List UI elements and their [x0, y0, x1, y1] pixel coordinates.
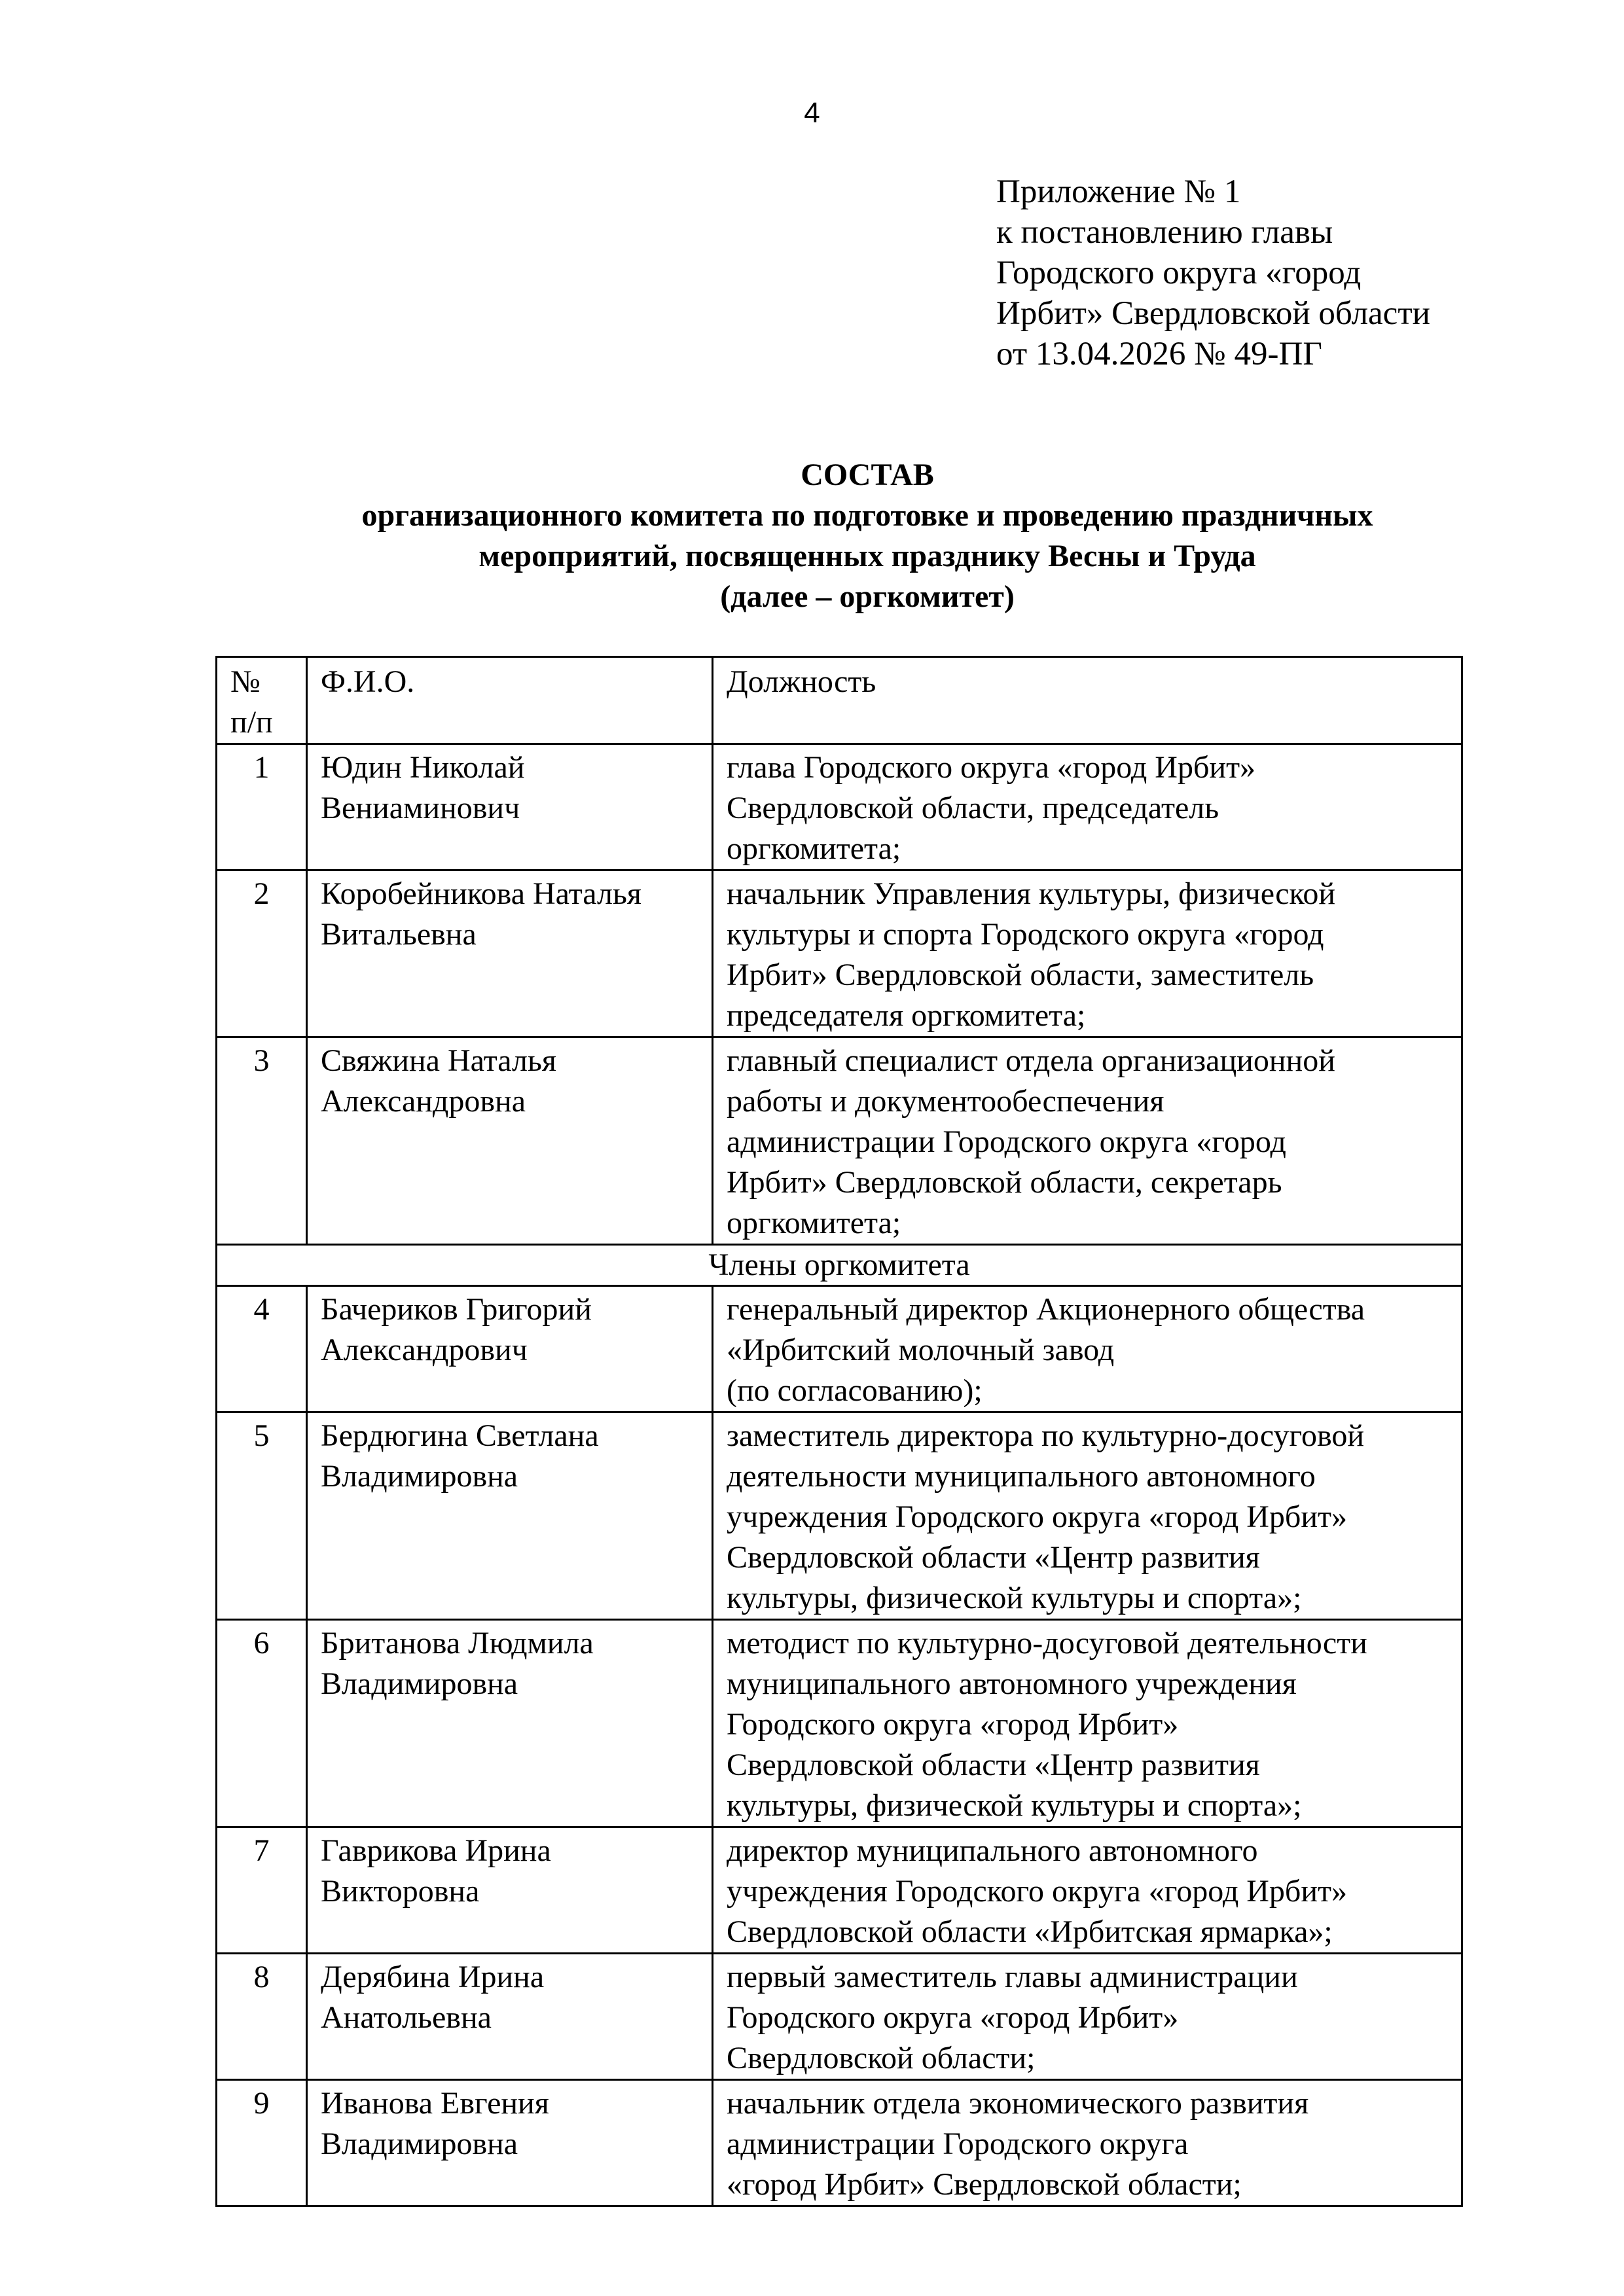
table-row: [217, 744, 1462, 870]
position-line: деятельности муниципального автономного: [727, 1459, 1316, 1494]
row-position: [713, 1620, 1462, 1827]
header-number-line: п/п: [230, 705, 273, 740]
table-header-row: [217, 657, 1462, 744]
position-line: Городского округа «город Ирбит»: [727, 1707, 1179, 1742]
position-line: администрации Городского округа: [727, 2126, 1189, 2161]
row-full-name: [307, 1827, 713, 1954]
position-line: председателя оргкомитета;: [727, 998, 1086, 1033]
appendix-line: от 13.04.2026 № 49-ПГ: [996, 336, 1322, 372]
header-number: [217, 657, 307, 744]
position-line: оргкомитета;: [727, 1206, 901, 1240]
position-line: культуры, физической культуры и спорта»;: [727, 1788, 1302, 1823]
table-row: [217, 1620, 1462, 1827]
position-line: первый заместитель главы администрации: [727, 1960, 1298, 1994]
committee-table: [215, 656, 1463, 2207]
section-row: [217, 1245, 1462, 1286]
row-position: [713, 1412, 1462, 1620]
header-number-line: №: [230, 664, 261, 699]
position-line: глава Городского округа «город Ирбит»: [727, 750, 1256, 785]
row-position: [713, 2080, 1462, 2206]
table-row: [217, 1412, 1462, 1620]
position-line: Свердловской области;: [727, 2041, 1036, 2075]
position-line: начальник Управления культуры, физической: [727, 876, 1336, 911]
full-name-line: Юдин Николай: [321, 750, 525, 785]
position-line: Ирбит» Свердловской области, заместитель: [727, 958, 1314, 992]
row-full-name: [307, 1954, 713, 2080]
row-full-name: [307, 1286, 713, 1412]
appendix-reference: [996, 171, 1430, 374]
full-name-line: Владимировна: [321, 1459, 518, 1494]
full-name-line: Гаврикова Ирина: [321, 1833, 551, 1868]
row-full-name: [307, 1620, 713, 1827]
position-line: оргкомитета;: [727, 831, 901, 866]
appendix-line: Городского округа «город: [996, 255, 1362, 291]
appendix-line: к постановлению главы: [996, 214, 1333, 251]
full-name-line: Викторовна: [321, 1874, 480, 1909]
position-line: учреждения Городского округа «город Ирбит»: [727, 1499, 1347, 1534]
position-line: заместитель директора по культурно-досуговой: [727, 1418, 1365, 1453]
member-rows: [217, 1286, 1462, 2206]
position-line: директор муниципального автономного: [727, 1833, 1258, 1868]
position-line: администрации Городского округа «город: [727, 1124, 1286, 1159]
table-row: [217, 1827, 1462, 1954]
page-number: 4: [804, 97, 820, 129]
position-line: культуры, физической культуры и спорта»;: [727, 1581, 1302, 1615]
title-subtitle-line: мероприятий, посвященных празднику Весны и Труда: [478, 539, 1256, 573]
row-position: [713, 1954, 1462, 2080]
row-number: 4: [217, 1286, 307, 1412]
appendix-line: Приложение № 1: [996, 173, 1241, 210]
title-subtitle-line: организационного комитета по подготовке и проведению праздничных: [361, 498, 1373, 533]
position-line: Городского округа «город Ирбит»: [727, 2000, 1179, 2035]
full-name-line: Британова Людмила: [321, 1626, 594, 1660]
position-line: Свердловской области «Центр развития: [727, 1748, 1260, 1782]
full-name-line: Витальевна: [321, 917, 477, 952]
row-position: [713, 870, 1462, 1037]
row-number: 6: [217, 1620, 307, 1827]
row-number: 7: [217, 1827, 307, 1954]
section-label-members: Члены оргкомитета: [217, 1245, 1462, 1286]
row-full-name: [307, 1412, 713, 1620]
position-line: работы и документообеспечения: [727, 1084, 1164, 1119]
position-line: «Ирбитский молочный завод: [727, 1333, 1115, 1367]
full-name-line: Иванова Евгения: [321, 2086, 549, 2121]
full-name-line: Коробейникова Наталья: [321, 876, 641, 911]
header-full-name: Ф.И.О.: [307, 657, 713, 744]
row-number: 3: [217, 1037, 307, 1245]
table-row: [217, 1954, 1462, 2080]
header-position: Должность: [713, 657, 1462, 744]
row-number: 8: [217, 1954, 307, 2080]
full-name-line: Александровна: [321, 1084, 526, 1119]
full-name-line: Анатольевна: [321, 2000, 492, 2035]
position-line: Ирбит» Свердловской области, секретарь: [727, 1165, 1282, 1200]
row-full-name: [307, 744, 713, 870]
position-line: Свердловской области «Ирбитская ярмарка»;: [727, 1914, 1333, 1949]
full-name-line: Вениаминович: [321, 791, 520, 825]
full-name-line: Бачериков Григорий: [321, 1292, 592, 1327]
table-row: [217, 2080, 1462, 2206]
row-full-name: [307, 870, 713, 1037]
full-name-line: Бердюгина Светлана: [321, 1418, 599, 1453]
position-line: начальник отдела экономического развития: [727, 2086, 1309, 2121]
appendix-line: Ирбит» Свердловской области: [996, 295, 1430, 332]
full-name-line: Владимировна: [321, 2126, 518, 2161]
row-full-name: [307, 2080, 713, 2206]
full-name-line: Дерябина Ирина: [321, 1960, 545, 1994]
position-line: методист по культурно-досуговой деятельности: [727, 1626, 1367, 1660]
position-line: муниципального автономного учреждения: [727, 1666, 1297, 1701]
position-line: генеральный директор Акционерного общества: [727, 1292, 1365, 1327]
document-title: [216, 455, 1519, 617]
row-position: [713, 1286, 1462, 1412]
position-line: Свердловской области, председатель: [727, 791, 1219, 825]
row-position: [713, 1037, 1462, 1245]
position-line: главный специалист отдела организационной: [727, 1043, 1335, 1078]
table-row: [217, 1037, 1462, 1245]
full-name-line: Владимировна: [321, 1666, 518, 1701]
position-line: (по согласованию);: [727, 1373, 983, 1408]
row-number: 2: [217, 870, 307, 1037]
table-row: [217, 870, 1462, 1037]
row-number: 5: [217, 1412, 307, 1620]
position-line: учреждения Городского округа «город Ирбит»: [727, 1874, 1347, 1909]
title-subtitle-line: (далее – оргкомитет): [720, 579, 1015, 614]
position-line: «город Ирбит» Свердловской области;: [727, 2167, 1242, 2202]
full-name-line: Александрович: [321, 1333, 528, 1367]
row-number: 9: [217, 2080, 307, 2206]
title-heading: СОСТАВ: [801, 457, 934, 492]
row-full-name: [307, 1037, 713, 1245]
position-line: культуры и спорта Городского округа «город: [727, 917, 1324, 952]
row-number: 1: [217, 744, 307, 870]
full-name-line: Свяжина Наталья: [321, 1043, 556, 1078]
position-line: Свердловской области «Центр развития: [727, 1540, 1260, 1575]
row-position: [713, 744, 1462, 870]
table-row: [217, 1286, 1462, 1412]
row-position: [713, 1827, 1462, 1954]
leadership-rows: [217, 744, 1462, 1245]
